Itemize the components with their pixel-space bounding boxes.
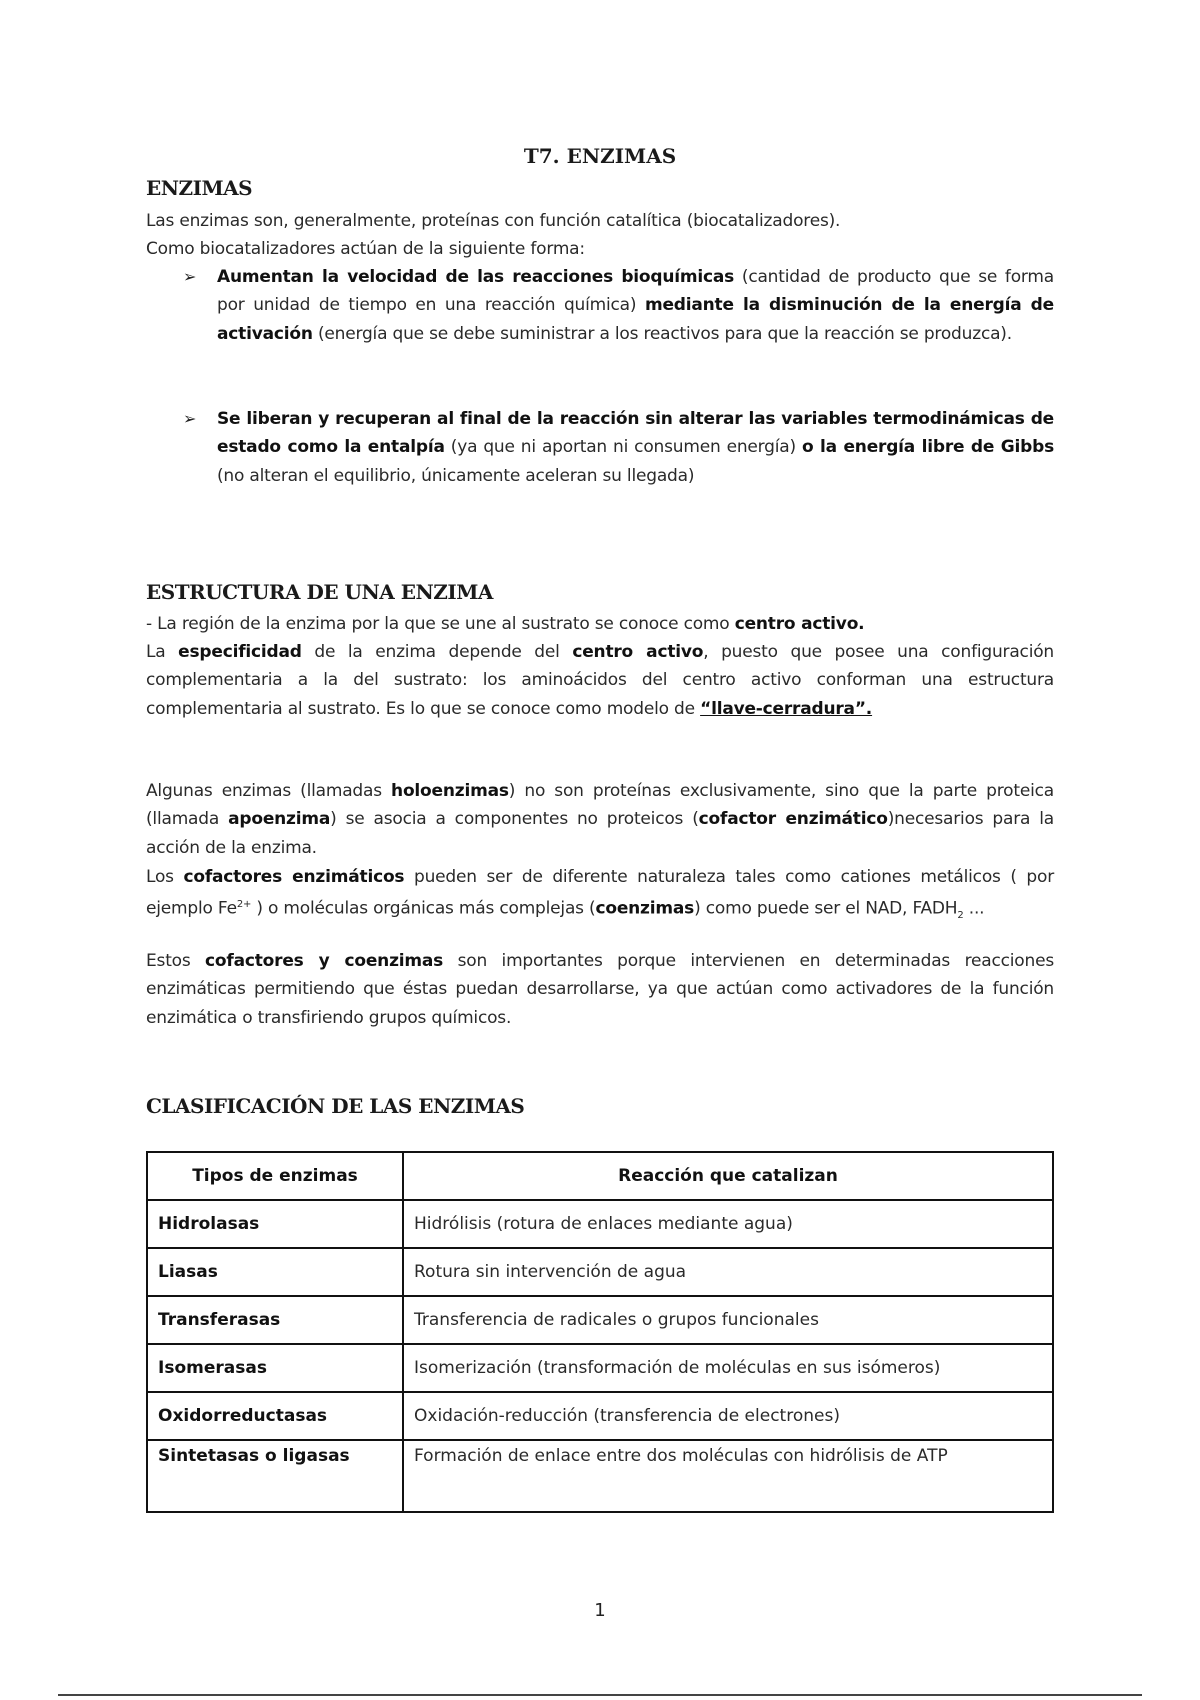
bullet-1-bold-1: Aumentan la velocidad de las reacciones bioquímicas [217, 267, 735, 287]
p2-bold-1: especificidad [178, 642, 302, 662]
intro-line-1: Las enzimas son, generalmente, proteínas con función catalítica (biocatalizadores). [146, 211, 841, 231]
p5-text-1: Estos [146, 951, 206, 971]
table-header-cell: Tipos de enzimas [147, 1152, 403, 1200]
table-cell-type: Oxidorreductasas [147, 1392, 403, 1440]
paragraph-holoenzimas [146, 777, 1054, 862]
enzyme-classification-table [146, 1151, 1054, 1513]
bullet-2-text-2: (no alteran el equilibrio, únicamente aceleran su llegada) [217, 465, 695, 486]
bullet-2-bold-1: Se liberan y recuperan al final de la reacción sin alterar las variables termodinámicas de estado como la entalpía [217, 409, 1054, 458]
p4-text-4: ) como puede ser el NAD, FADH [694, 898, 958, 919]
p2-text-1: La [146, 642, 179, 662]
p4-text-3: ) o moléculas orgánicas más complejas ( [251, 898, 596, 919]
bullet-1-bold-2: mediante la disminución de la energía de activación [217, 295, 1054, 344]
table-cell-type: Liasas [147, 1248, 403, 1296]
table-row [147, 1248, 1053, 1296]
p3-text-2: ) no son proteínas exclusivamente, sino que la parte proteica (llamada [146, 781, 1054, 830]
p2-text-2: de la enzima depende del [301, 642, 573, 662]
p4-superscript: 2+ [236, 899, 252, 911]
table-cell-reaction: Oxidación-reducción (transferencia de electrones) [403, 1392, 1053, 1440]
document-title: T7. ENZIMAS [523, 144, 677, 168]
table-cell-reaction: Rotura sin intervención de agua [403, 1248, 1053, 1296]
table-row [147, 1296, 1053, 1344]
table-header-row [147, 1152, 1053, 1200]
arrow-bullet-icon: ➢ [183, 409, 197, 428]
bullet-item-2 [183, 405, 1055, 490]
p4-bold-1: cofactores enzimáticos [183, 867, 405, 887]
section-heading-enzimas: ENZIMAS [146, 176, 253, 200]
table-cell-reaction: Isomerización (transformación de moléculas en sus isómeros) [403, 1344, 1053, 1392]
section-heading-clasificacion: CLASIFICACIÓN DE LAS ENZIMAS [146, 1094, 525, 1118]
p4-text-1: Los [146, 867, 184, 887]
table-cell-reaction: Transferencia de radicales o grupos funcionales [403, 1296, 1053, 1344]
paragraph-coenzimas [146, 947, 1054, 1032]
bullet-1-text-2: (energía que se debe suministrar a los reactivos para que la reacción se produzca). [312, 323, 1012, 344]
arrow-bullet-icon: ➢ [183, 267, 197, 286]
p1-bold: centro activo. [734, 614, 865, 634]
table-cell-type: Isomerasas [147, 1344, 403, 1392]
bullet-2-text-1: (ya que ni aportan ni consumen energía) [444, 437, 802, 458]
p3-bold-3: cofactor enzimático [698, 809, 888, 830]
p4-text-2: pueden ser de diferente naturaleza tales como cationes metálicos ( por ejemplo Fe [146, 867, 1054, 919]
table-cell-type: Transferasas [147, 1296, 403, 1344]
p4-text-5: ... [963, 898, 985, 919]
table-cell-type: Hidrolasas [147, 1200, 403, 1248]
paragraph-intro [146, 207, 1054, 264]
paragraph-especificidad [146, 638, 1054, 723]
table-cell-reaction: Formación de enlace entre dos moléculas con hidrólisis de ATP [403, 1440, 1053, 1512]
table-row [147, 1200, 1053, 1248]
p2-bold-2: centro activo [572, 642, 704, 662]
table-row [147, 1392, 1053, 1440]
table-row [147, 1344, 1053, 1392]
p4-bold-2: coenzimas [595, 898, 695, 919]
page-bottom-divider [58, 1694, 1142, 1696]
p3-bold-1: holoenzimas [391, 781, 509, 801]
p2-text-3: , puesto que posee una configuración complementaria a la del sustrato: los aminoácidos del centro activo conforman una estructura complementaria al sustrato. Es lo que se conoce como modelo de [146, 642, 1055, 719]
table-cell-type: Sintetasas o ligasas [147, 1440, 403, 1512]
bullet-item-1 [183, 263, 1054, 348]
page-number: 1 [594, 1600, 606, 1621]
paragraph-cofactores [146, 863, 1054, 931]
intro-line-2: Como biocatalizadores actúan de la siguiente forma: [146, 239, 585, 260]
section-heading-estructura: ESTRUCTURA DE UNA ENZIMA [146, 580, 493, 604]
p2-bold-underlined: “llave-cerradura”. [700, 698, 873, 719]
p3-text-1: Algunas enzimas (llamadas [146, 781, 392, 801]
paragraph-centro-activo [146, 610, 1054, 638]
bullet-1-text-1: (cantidad de producto que se forma por unidad de tiempo en una reacción química) [217, 267, 1054, 316]
table-header-cell: Reacción que catalizan [403, 1152, 1053, 1200]
p3-text-4: )necesarios para la acción de la enzima. [146, 809, 1054, 858]
p1-text: - La región de la enzima por la que se une al sustrato se conoce como [146, 614, 735, 634]
p3-text-3: ) se asocia a componentes no proteicos ( [330, 809, 699, 830]
p4-subscript: 2 [957, 910, 964, 922]
p3-bold-2: apoenzima [228, 809, 331, 830]
table-row [147, 1440, 1053, 1512]
bullet-2-bold-2: o la energía libre de Gibbs [801, 437, 1055, 458]
p5-text-2: son importantes porque intervienen en determinadas reacciones enzimáticas permitiendo que éstas puedan desarrollarse, ya que actúan como activadores de la función enzimática o transfiriendo grupos químicos. [146, 951, 1054, 1028]
p5-bold-1: cofactores y coenzimas [205, 951, 444, 971]
table-cell-reaction: Hidrólisis (rotura de enlaces mediante agua) [403, 1200, 1053, 1248]
